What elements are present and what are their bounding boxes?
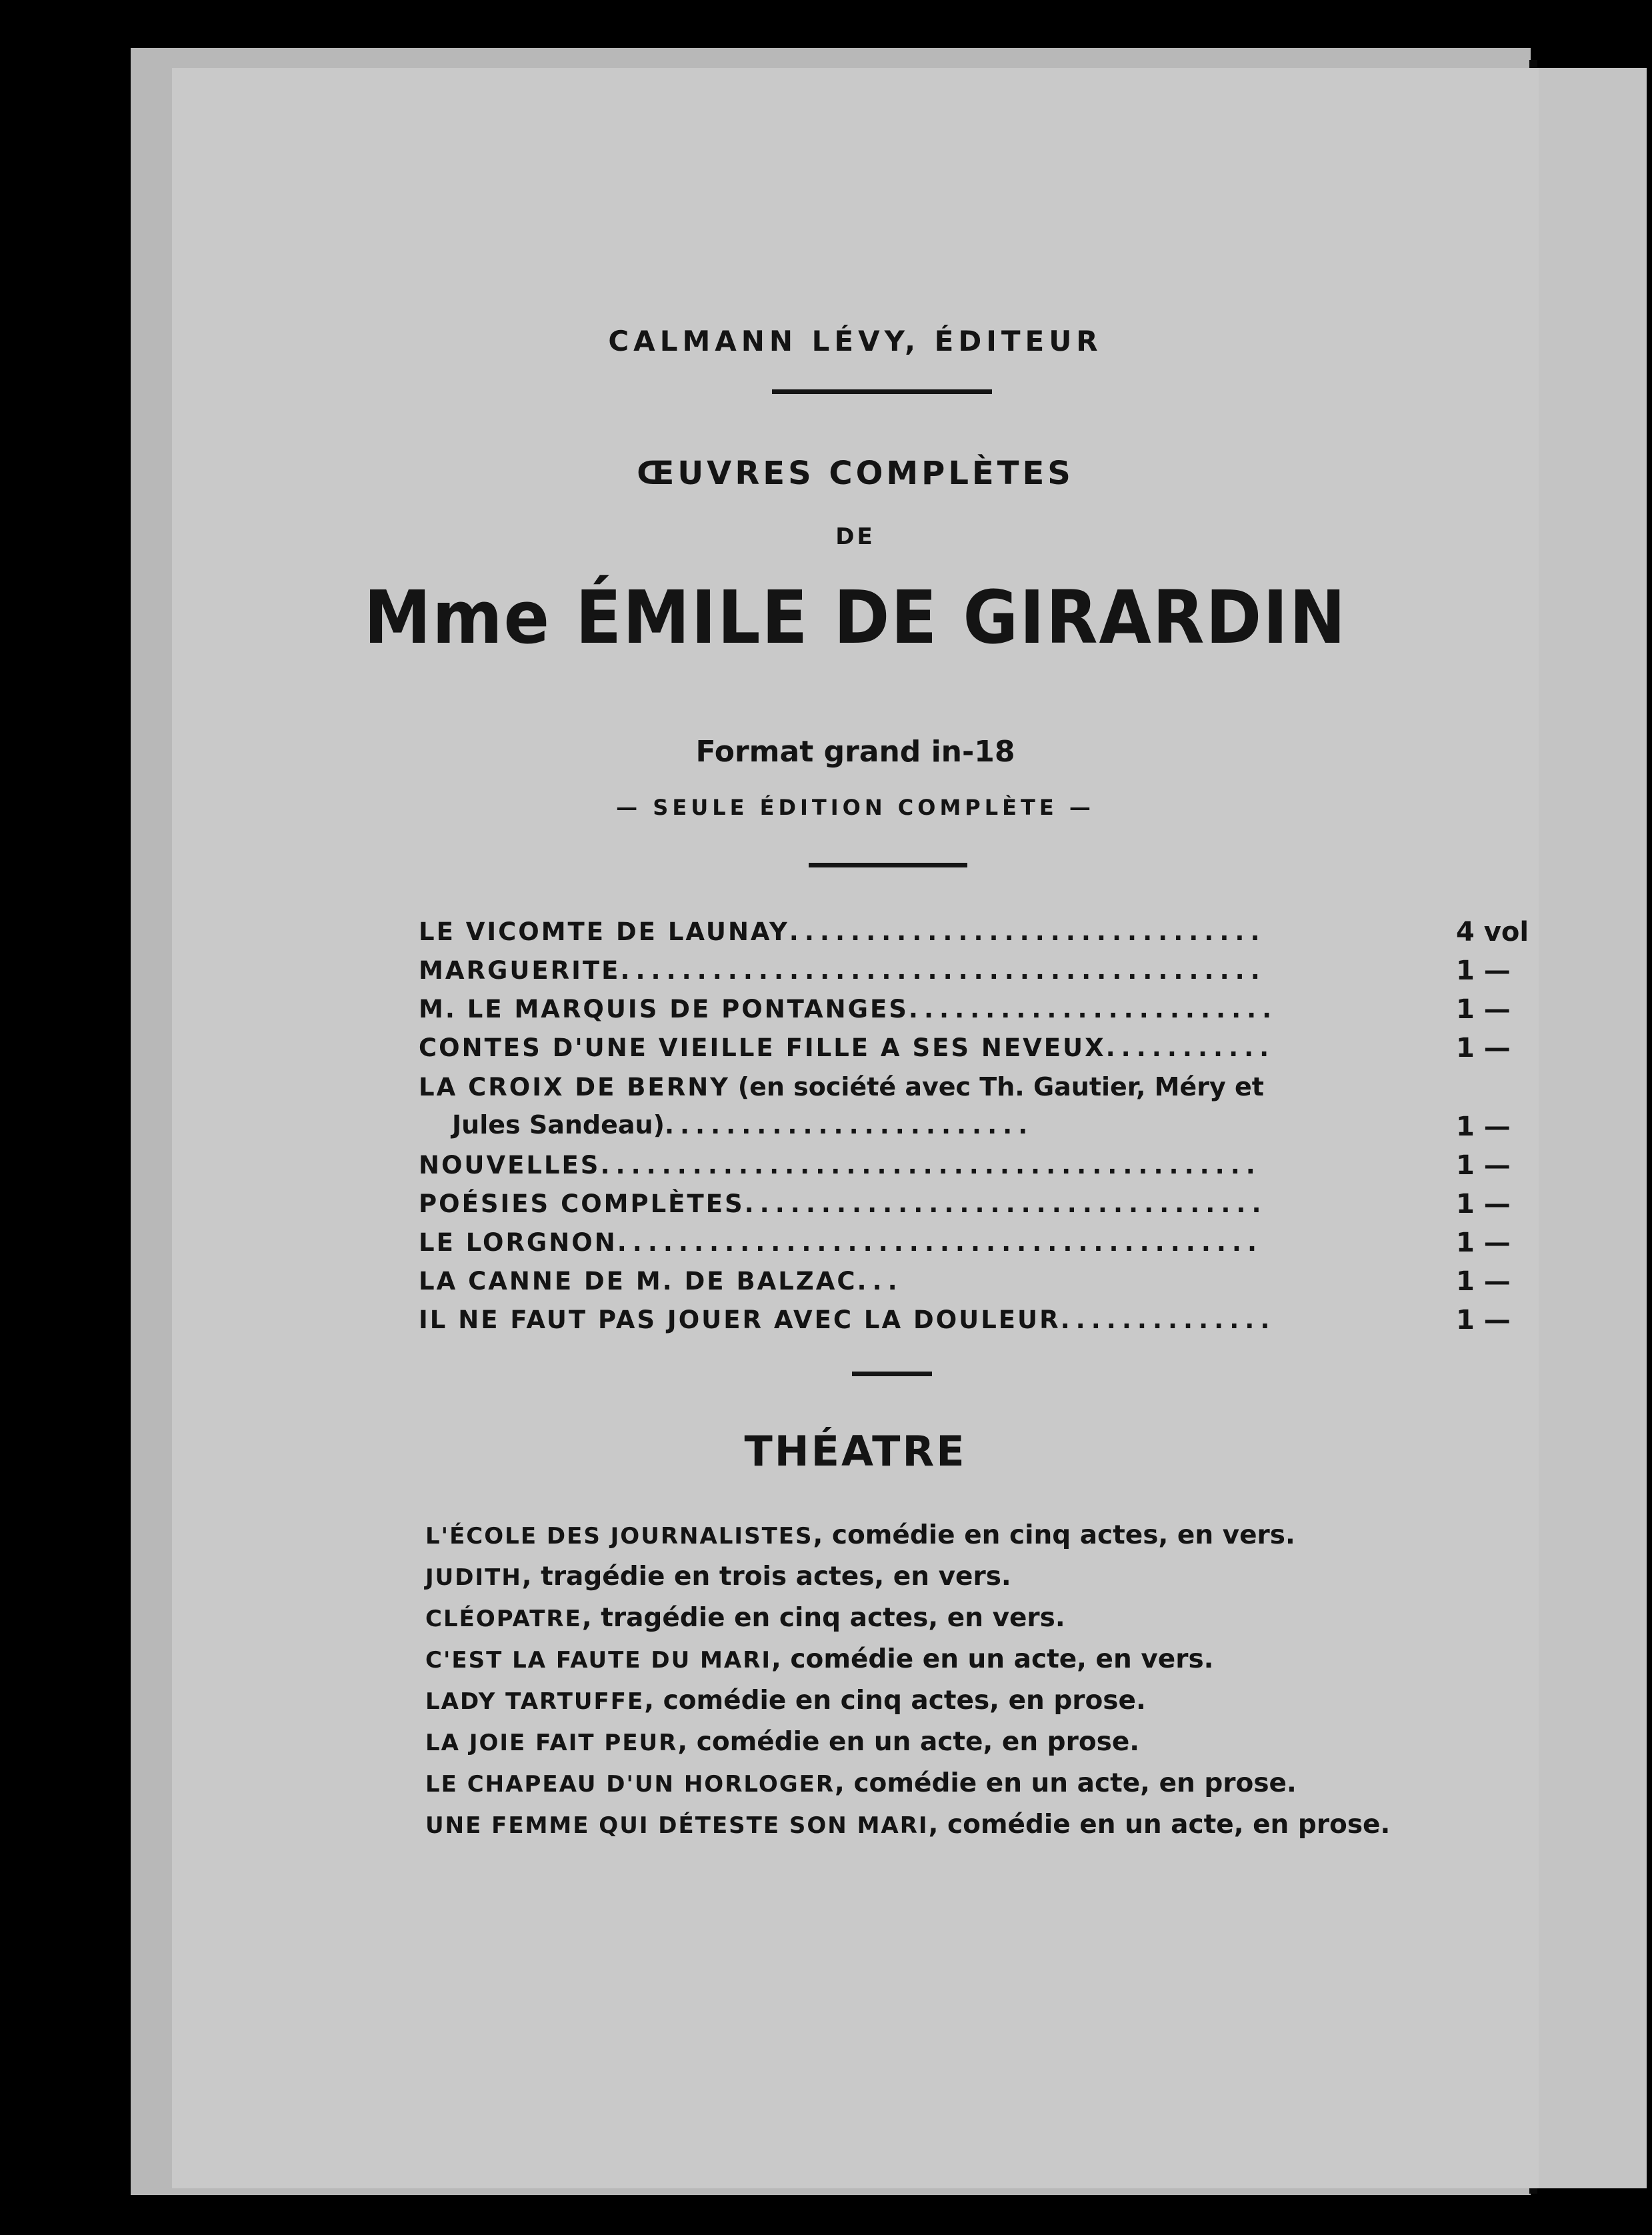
works-list: [419, 913, 1539, 1340]
work-title: LE VICOMTE DE LAUNAY: [419, 917, 789, 946]
work-note-continued: Jules Sandeau): [452, 1110, 665, 1140]
play-description: , comédie en cinq actes, en vers.: [813, 1520, 1295, 1550]
work-title: MARGUERITE: [419, 956, 621, 985]
format-line: Format grand in-18: [695, 735, 1015, 769]
work-row: [419, 1302, 1539, 1340]
publisher-rule: [772, 389, 992, 394]
work-title: CONTES D'UNE VIEILLE FILLE A SES NEVEUX: [419, 1033, 1106, 1062]
play-row: [425, 1515, 1532, 1556]
work-volumes: 1 —: [1456, 1033, 1511, 1063]
work-row: [419, 1224, 1539, 1263]
leader-dots: ..............: [1060, 1306, 1276, 1334]
collection-title: ŒUVRES COMPLÈTES: [637, 455, 1074, 492]
play-description: , tragédie en cinq actes, en vers.: [581, 1603, 1065, 1633]
work-row: [419, 991, 1539, 1029]
work-row: [419, 1263, 1539, 1302]
theatre-heading: THÉATRE: [744, 1427, 967, 1476]
play-description: , tragédie en trois actes, en vers.: [521, 1562, 1011, 1592]
collection-de: DE: [835, 523, 875, 550]
leader-dots: ........................: [908, 995, 1278, 1023]
leader-dots: ........................: [664, 1111, 1034, 1140]
play-row: [425, 1598, 1532, 1639]
work-row: [419, 1147, 1539, 1186]
section-rule: [852, 1372, 932, 1376]
work-volumes: 1 —: [1456, 994, 1511, 1025]
play-row: [425, 1722, 1532, 1763]
catalog-page: [172, 68, 1539, 2188]
work-volumes: 1 —: [1456, 1150, 1511, 1181]
edition-line: — SEULE ÉDITION COMPLÈTE —: [616, 795, 1095, 820]
work-title: LA CROIX DE BERNY: [419, 1073, 730, 1101]
work-volumes: 1 —: [1456, 1228, 1511, 1258]
work-row: [419, 1068, 1539, 1147]
work-title: NOUVELLES: [419, 1151, 601, 1180]
play-title: UNE FEMME QUI DÉTESTE SON MARI: [425, 1812, 929, 1839]
work-note: (en société avec Th. Gautier, Méry et: [737, 1072, 1264, 1101]
play-title: JUDITH: [425, 1564, 522, 1591]
play-description: , comédie en un acte, en prose.: [835, 1768, 1297, 1798]
play-description: , comédie en un acte, en prose.: [677, 1727, 1140, 1757]
adjacent-page: [1533, 68, 1647, 2188]
work-volumes: 1 —: [1456, 1305, 1511, 1336]
play-description: , comédie en cinq actes, en prose.: [644, 1686, 1146, 1716]
work-row: [419, 1029, 1539, 1068]
play-row: [425, 1639, 1532, 1680]
leader-dots: ...........: [1105, 1033, 1275, 1062]
play-title: C'EST LA FAUTE DU MARI: [425, 1647, 772, 1674]
play-row: [425, 1556, 1532, 1598]
work-row: [419, 952, 1539, 991]
leader-dots: ..........................................: [620, 956, 1266, 985]
work-volumes: 4 vol: [1456, 917, 1529, 947]
plays-list: [425, 1515, 1532, 1846]
leader-dots: ..................................: [744, 1190, 1267, 1218]
work-title: LE LORGNON: [419, 1228, 617, 1257]
play-title: LE CHAPEAU D'UN HORLOGER: [425, 1771, 835, 1798]
leader-dots: ..........................................: [617, 1228, 1263, 1257]
work-title: LA CANNE DE M. DE BALZAC: [419, 1267, 857, 1296]
play-title: L'ÉCOLE DES JOURNALISTES: [425, 1523, 813, 1550]
play-title: LADY TARTUFFE: [425, 1688, 645, 1715]
edition-rule: [809, 863, 967, 867]
work-title: M. LE MARQUIS DE PONTANGES: [419, 995, 909, 1023]
work-title: POÉSIES COMPLÈTES: [419, 1190, 745, 1218]
play-title: LA JOIE FAIT PEUR: [425, 1730, 678, 1756]
leader-dots: ...............................: [789, 917, 1266, 946]
author-name: Mme ÉMILE DE GIRARDIN: [363, 575, 1347, 660]
work-volumes: 1 —: [1456, 1111, 1511, 1142]
work-volumes: 1 —: [1456, 955, 1511, 986]
play-description: , comédie en un acte, en vers.: [771, 1644, 1214, 1674]
work-row: [419, 1186, 1539, 1224]
play-row: [425, 1763, 1532, 1804]
play-row: [425, 1680, 1532, 1722]
publisher-line: CALMANN LÉVY, ÉDITEUR: [608, 325, 1103, 357]
work-volumes: 1 —: [1456, 1189, 1511, 1220]
leader-dots: ...........................................: [600, 1151, 1261, 1180]
play-title: CLÉOPATRE: [425, 1606, 582, 1632]
play-row: [425, 1804, 1532, 1846]
play-description: , comédie en un acte, en prose.: [928, 1810, 1391, 1840]
work-volumes: 1 —: [1456, 1266, 1511, 1297]
work-row: [419, 913, 1539, 952]
work-title: IL NE FAUT PAS JOUER AVEC LA DOULEUR: [419, 1306, 1061, 1334]
leader-dots: ...: [857, 1267, 903, 1296]
